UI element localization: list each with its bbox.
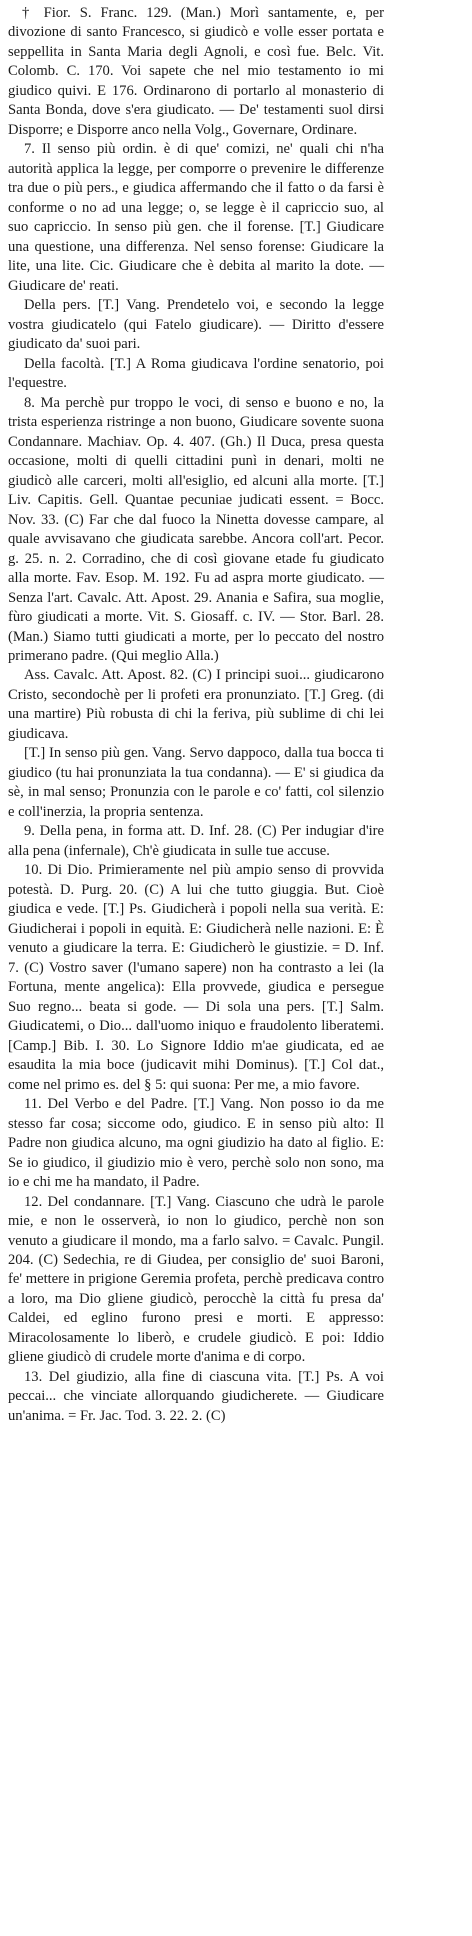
section-8-senso-gen: [T.] In senso più gen. Vang. Servo dappoco, dalla tua bocca ti giudico (tu hai pronunziata la tua condanna). — E' si giudica da sè, in mal senso; Pronunzia con le parole e co' fatti, col silenzio e coll'inerzia, la propria sentenza. bbox=[8, 745, 384, 820]
entry-continuation: † Fior. S. Franc. 129. (Man.) Morì santamente, e, per divozione di santo Francesco, si giudicò e volle esser portata e seppellita in Santa Maria degli Agnoli, e così fue. Belc. Vit. Colomb. C. 170. Voi sapete che nel mio testamento io mi giudico quivi. E 176. Ordinarono di portarlo al monasterio di Santa Bonda, dove s'era giudicato. — De' testamenti suol dirsi Disporre; e Disporre anco nella Volg., Governare, Ordinare. bbox=[8, 5, 384, 138]
section-8: 8. Ma perchè pur troppo le voci, di senso e buono e no, la trista esperienza ristringe a non buono, Giudicare sovente suona Condannare. Machiav. Op. 4. 407. (Gh.) Il Duca, presa questa occasione, molti di quelli cittadini punì in denari, molti ne giudicò alle carceri, molti all'esiglio, ed alcuni alla morte. [T.] Liv. Capitis. Gell. Quantae pecuniae judicati essent. = Bocc. Nov. 33. (C) Far che dal fuoco la Ninetta dovesse campare, al quale avvisavano che giudicata sarebbe. Ancora coll'art. Pecor. g. 25. n. 2. Corradino, che di così giovane etade fu giudicato alla morte. Fav. Esop. M. 192. Fu ad aspra morte giudicato. — Senza l'art. Cavalc. Att. Apost. 29. Anania e Safira, sua moglie, fùro giudicati a morte. Vit. S. Giosaff. c. IV. — Stor. Barl. 28. (Man.) Siamo tutti giudicati a morte, per lo peccato del nostro primerano padre. (Qui meglio Alla.) bbox=[8, 394, 384, 664]
section-7-della-pers: Della pers. [T.] Vang. Prendetelo voi, e secondo la legge vostra giudicatelo (qui Fatelo giudicare). — Diritto d'essere giudicato da' suoi pari. bbox=[8, 297, 384, 353]
section-11: 11. Del Verbo e del Padre. [T.] Vang. Non posso io da me stesso far cosa; siccome odo, giudico. E in senso più alto: Il Padre non giudica alcuno, ma ogni giudizio ha dato al figlio. E: Se io giudico, il giudizio mio è vero, perchè solo non sono, ma io e chi me ha mandato, il Padre. bbox=[8, 1096, 384, 1191]
section-10: 10. Di Dio. Primieramente nel più ampio senso di provvida potestà. D. Purg. 20. (C) A lui che tutto giuggia. But. Cioè giudica e vede. [T.] Ps. Giudicherà i popoli nella sua verità. E: Giudicherai i popoli in equità. E: Giudicherà nelle nazioni. E: È venuto a giudicare la terra. E: Giudicherò le giustizie. = D. Inf. 7. (C) Vostro saver (l'umano sapere) non ha contrasto a lei (la Fortuna, mente angelica): Ella provvede, giudica e persegue Suo regno... beata si gode. — Di sola una pers. [T.] Salm. Giudicatemi, o Dio... dall'uomo iniquo e fraudolento liberatemi. [Camp.] Bib. I. 30. Lo Signore Iddio m'ae giudicata, ed ae esaudita la mia boce (judicavit mihi Dominus). [T.] Col dat., come nel primo es. del § 5: qui suona: Per me, a mio favore. bbox=[8, 862, 384, 1093]
section-7: 7. Il senso più ordin. è di que' comizi, ne' quali chi n'ha autorità applica la legge, per comporre o prevenire le differenze tra due o più pers., e giudica affermando che il fatto o da farsi è conforme o no ad una legge; o, se legge è il capriccio suo, al suo capriccio. In senso più gen. che il forense. [T.] Giudicare una questione, una differenza. Nel senso forense: Giudicare la lite, una lite. Cic. Giudicare che è debita al marito la dote. — Giudicare de' reati. bbox=[8, 141, 384, 294]
section-13: 13. Del giudizio, alla fine di ciascuna vita. [T.] Ps. A voi peccai... che vinciate allorquando giudicherete. — Giudicare un'anima. = Fr. Jac. Tod. 3. 22. 2. (C) bbox=[8, 1368, 384, 1424]
section-8-ass: Ass. Cavalc. Att. Apost. 82. (C) I principi suoi... giudicarono Cristo, secondochè per li profeti era pronunziato. [T.] Greg. (di una martire) Più robusta di chi la feriva, più sublime di chi lei giudicava. bbox=[8, 667, 384, 742]
section-12: 12. Del condannare. [T.] Vang. Ciascuno che udrà le parole mie, e non le osserverà, io non lo giudico, perchè non son venuto a giudicare il mondo, ma a farlo salvo. = Cavalc. Pungil. 204. (C) Sedechia, re di Giudea, per consiglio de' suoi Baroni, fe' mettere in prigione Geremia profeta, perchè predicava contro a loro, ma Dio gliene giudicò, perocchè la città fu presa da' Caldei, ed eglino furono presi e morti. E appresso: Miracolosamente lo liberò, e crudele giudicò. E poi: Iddio gliene giudicò di crudele morte d'anima e di corpo. bbox=[8, 1193, 384, 1366]
section-9: 9. Della pena, in forma att. D. Inf. 28. (C) Per indugiar d'ire alla pena (infernale), Ch'è giudicata in sulle tue accuse. bbox=[8, 823, 384, 859]
section-7-della-facolta: Della facoltà. [T.] A Roma giudicava l'ordine senatorio, poi l'equestre. bbox=[8, 355, 384, 392]
